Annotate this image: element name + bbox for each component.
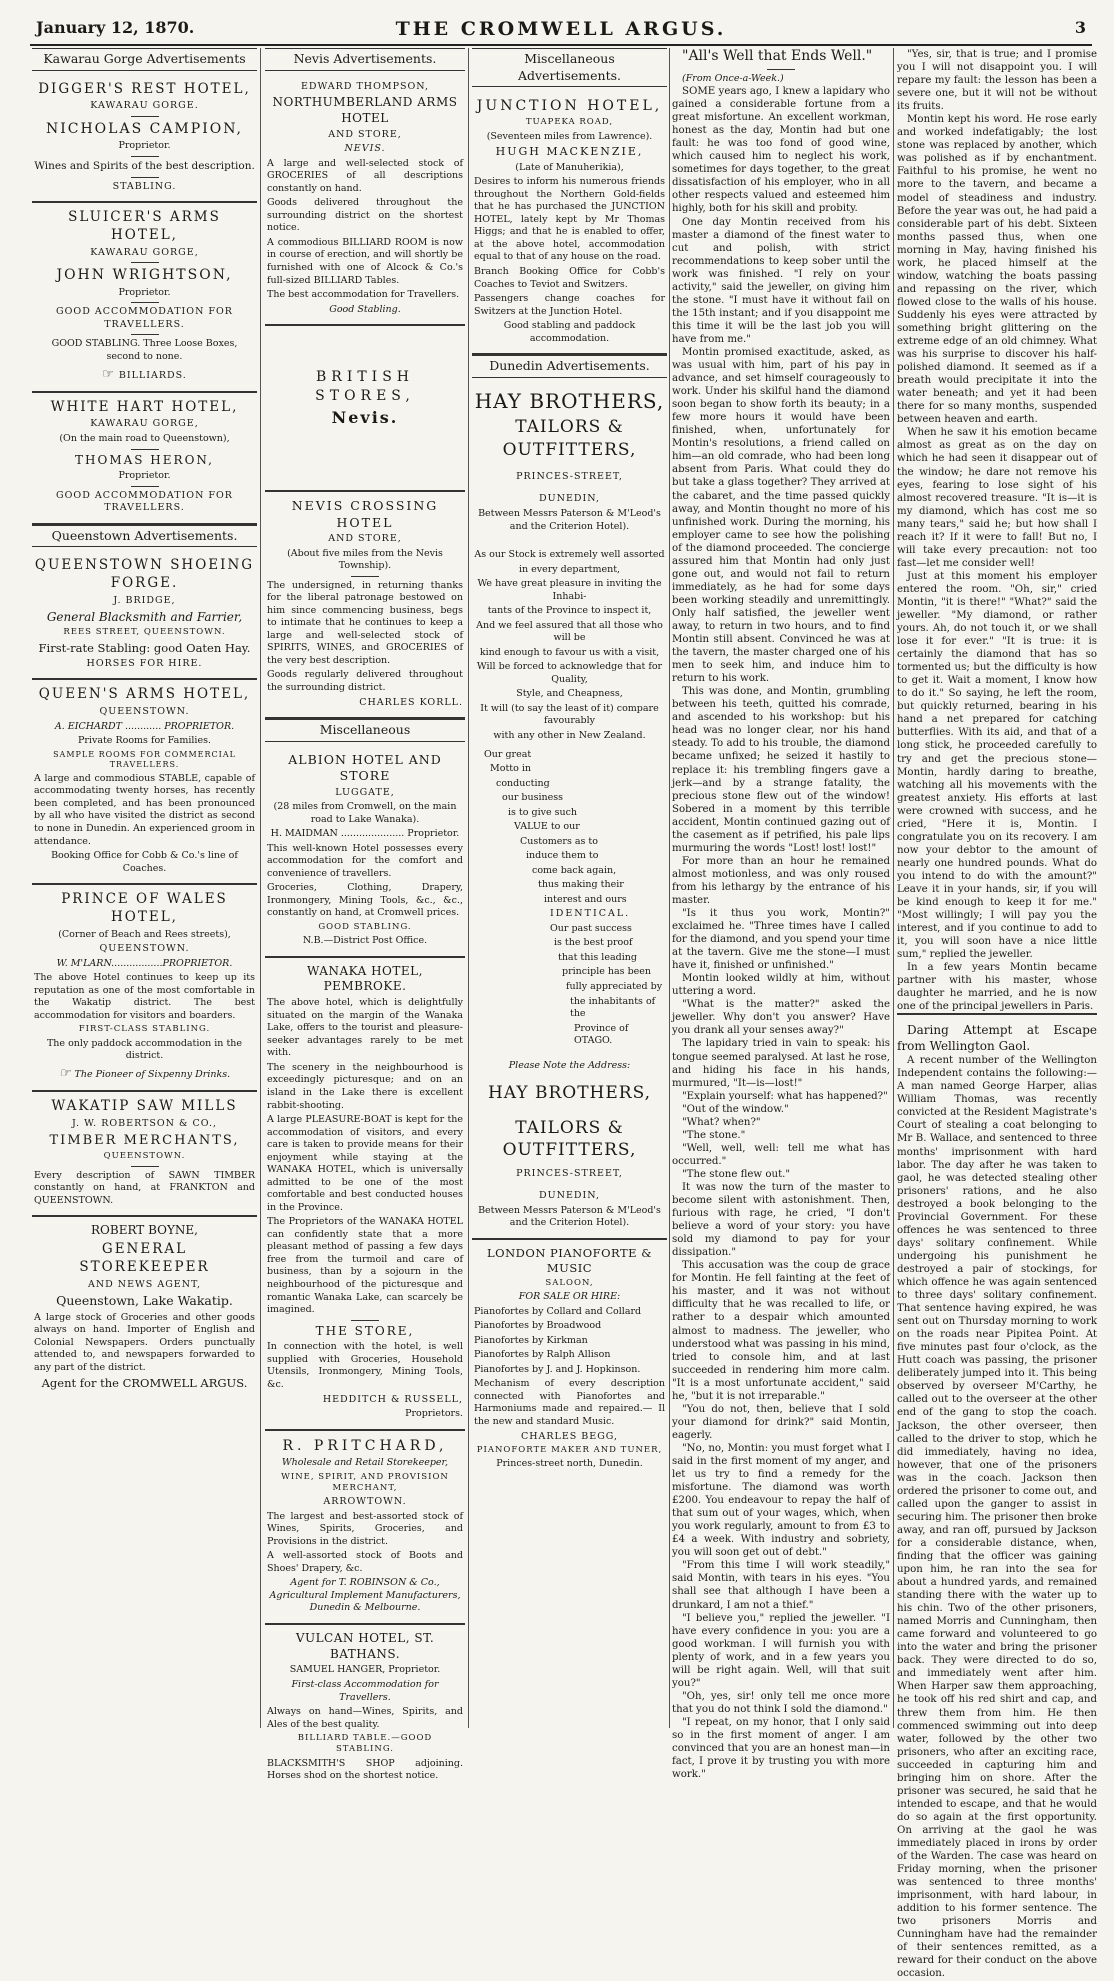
column-rule bbox=[893, 48, 894, 1728]
story-paragraph: "I repeat, on my honor, that I only said so in the first moment of anger. I am convinced that you are an honest man—in fact, I prove it by trusting you with more work." bbox=[672, 1716, 890, 1781]
motto-line: is the best proof bbox=[554, 937, 633, 949]
story-paragraph: In a few years Montin became partner with his master, whose daughter he married, and he is now one of the principal jewellers in Paris. bbox=[897, 962, 1097, 1013]
advert-owner: HUGH MACKENZIE, bbox=[495, 145, 644, 159]
advert-street: PRINCES-STREET, bbox=[516, 470, 623, 482]
advert-name: QUEEN'S ARMS HOTEL, bbox=[38, 686, 251, 703]
story-paragraph: "Out of the window." bbox=[682, 1103, 789, 1115]
story-paragraph: It was now the turn of the master to become silent with astonishment. Then, furious with rage, he cried, "I don't believe a word of your story: you have sold my diamond to pay for your dissipation." bbox=[672, 1182, 890, 1259]
story-paragraph: "The stone." bbox=[682, 1129, 746, 1141]
advert-note: (Seventeen miles from Lawrence). bbox=[486, 130, 653, 142]
advert-white-hart bbox=[32, 393, 257, 525]
advert-address: Princes-street north, Dunedin. bbox=[496, 1458, 643, 1470]
motto-line: principle has been bbox=[562, 966, 652, 978]
advert-sluicers-arms bbox=[32, 203, 257, 392]
pointing-hand-icon: ☞ bbox=[58, 1065, 71, 1081]
advert-text: Branch Booking Office for Cobb's Coaches to Teviot and Switzers. bbox=[474, 265, 665, 290]
advert-trade: TAILORS & OUTFITTERS, bbox=[502, 417, 637, 460]
hay-brothers-lines bbox=[474, 549, 665, 742]
advert-name: NEVIS CROSSING HOTEL bbox=[291, 498, 439, 530]
advert-place: Queenstown, Lake Wakatip. bbox=[56, 1293, 233, 1309]
story-paragraph: "No, no, Montin: you must forget what I said in the first moment of my anger, and let us try to find a remedy for the misfortune. The diamond was worth £200. You endeavour to repay the half of that sum out of your wages, which, when you work regularly, amount to from £3 to £4 a week. With industry and sobriety, you will soon get out of debt." bbox=[672, 1442, 890, 1559]
advert-owner: CHARLES BEGG, bbox=[520, 1430, 619, 1442]
story-paragraph: "Yes, sir, that is true; and I promise you I will not disappoint you. I will repare my fault: the lesson has been a severe one, but it will not be without its fruits. bbox=[897, 49, 1097, 113]
advert-owner: J. W. ROBERTSON & CO., bbox=[71, 1117, 218, 1129]
advert-place: LUGGATE, bbox=[335, 786, 395, 798]
motto-line: Our great bbox=[484, 748, 532, 760]
advert-name: HAY BROTHERS, bbox=[474, 388, 665, 413]
advert-role: Proprietors. bbox=[405, 1408, 463, 1420]
advert-between: Between Messrs Paterson & M'Leod's and the Criterion Hotel). bbox=[478, 1204, 661, 1229]
advert-place: TUAPEKA ROAD, bbox=[525, 117, 614, 128]
advert-text: Always on hand—Wines, Spirits, and Ales of the best quality. bbox=[267, 1706, 463, 1730]
advert-note: Please Note the Address: bbox=[508, 1059, 631, 1071]
masthead bbox=[30, 14, 1092, 46]
advert-stabling: FIRST-CLASS STABLING. bbox=[78, 1024, 211, 1035]
advert-name: DIGGER'S REST HOTEL, bbox=[38, 80, 251, 97]
advert-line: It will (to say the least of it) compare favourably bbox=[480, 702, 659, 727]
advert-street: PRINCES-STREET, bbox=[516, 1167, 623, 1179]
advert-line: First-rate Stabling: good Oaten Hay. bbox=[38, 640, 251, 655]
advert-line: The Pioneer of Sixpenny Drinks. bbox=[74, 1068, 231, 1080]
advert-footer: Good Stabling. bbox=[329, 303, 401, 315]
advert-trade: TIMBER MERCHANTS, bbox=[49, 1133, 240, 1149]
story-paragraph: "Is it thus you work, Montin?" exclaimed he. "Three times have I called for the diamond, and you spend your time at the tavern. Give me the stone—I must have it, finished or unfinished." bbox=[672, 908, 890, 972]
advert-place: KAWARAU GORGE. bbox=[90, 100, 199, 112]
motto-line: that this leading bbox=[558, 951, 637, 963]
advert-address: REES STREET, QUEENSTOWN. bbox=[63, 627, 226, 638]
advert-line: Style, and Cheapness, bbox=[516, 688, 623, 700]
story-paragraph: One day Montin received from his master a diamond of the finest water to cut and polish, with strict recommendations to keep sober until the work was finished. "I rely on your activity," said the jeweller, on giving him the stone. "I must have it without fail on the 15th instant; and if you disappoint me this time it will be the last job you will have from me." bbox=[672, 216, 890, 345]
advert-text: A large and well-selected stock of GROCERIES of all descriptions constantly on hand. bbox=[267, 157, 463, 194]
advert-city: DUNEDIN, bbox=[539, 1190, 600, 1202]
story-paragraph: Montin looked wildly at him, without uttering a word. bbox=[672, 973, 890, 998]
advert-line: First-class Accommodation for Travellers. bbox=[291, 1679, 439, 1703]
advert-footer: Good stabling and paddock accommodation. bbox=[503, 320, 636, 344]
advert-name: WAKATIP SAW MILLS bbox=[51, 1097, 238, 1114]
advert-name: JUNCTION HOTEL, bbox=[476, 98, 663, 114]
advert-line: tants of the Province to inspect it, bbox=[487, 605, 652, 617]
advert-item: Pianofortes by Collard and Collard bbox=[474, 1305, 642, 1317]
motto-line: interest and ours bbox=[544, 893, 627, 905]
advert-line: in every department, bbox=[518, 563, 621, 575]
advert-name: WHITE HART HOTEL, bbox=[50, 398, 239, 415]
advert-name: GENERAL STOREKEEPER bbox=[79, 1241, 210, 1275]
advert-stabling: GOOD STABLING. Three Loose Boxes, second to none. bbox=[51, 338, 238, 362]
advert-line: As our Stock is extremely well assorted bbox=[474, 549, 665, 561]
advert-proprietor: H. MAIDMAN ..................... Proprietor. bbox=[270, 828, 460, 840]
advert-between: Between Messrs Paterson & M'Leod's and the Criterion Hotel). bbox=[478, 508, 661, 532]
advert-sub: SALOON, bbox=[545, 1277, 594, 1288]
story-paragraph: "The stone flew out." bbox=[682, 1168, 791, 1180]
page-number: 3 bbox=[1074, 18, 1086, 37]
advert-text: The undersigned, in returning thanks for the liberal patronage bestowed on him since commencing business, begs to intimate that he continues to keep a large and well-selected stock of SPIRITS, WINES, and GROCERIES of the very best description. bbox=[267, 579, 463, 666]
advert-proprietor: A. EICHARDT ............ PROPRIETOR. bbox=[54, 720, 235, 732]
story-paragraph: A recent number of the Wellington Independent contains the following:—A man named George Harper, alias William Thomas, was recently convicted at the Resident Magistrate's Court of stealing a coat belonging to Mr B. Wallace, and sentenced to three months' imprisonment with hard labor. The day after he was taken to gaol, he was detected stealing other prisoners' rations, and he also destroyed a book belonging to the Provincial Government. For these offences he was sentenced to three days' solitary confinement. While undergoing his punishment he destroyed a pair of stockings, for which offence he was again sentenced to three days' solitary confinement. That sentence having expired, he was sent out on Thursday morning to work on the roads near Pipitea Point. At five minutes past four o'clock, as the Hutt coach was passing, the prisoner deliberately jumped into it. This being observed by overseer M'Carthy, he called out to the overseer at the other end of the gang to stop the coach. Jackson, the other overseer, then called to the driver to stop, which he did immediately, having no idea, however, that one of the prisoners was in the coach. Jackson then ordered the prisoner to come out, and called upon the ganger to assist in securing him. The prisoner then broke away, and ran off, pursued by Jackson for a considerable distance, when, finding that the officer was gaining upon him, he ran into the sea for about a hundred yards, and remained standing there with the water up to his chin. Two of the other prisoners, named Morris and Cunningham, then came forward and volunteered to go into the water and bring the prisoner back. They were directed to do so, and immediately went after him. When Harper saw them approaching, he took off his red shirt and cap, and threw them from him. He then commenced swimming out into deep water, followed by the other two prisoners, who after an exciting race, succeeded in capturing him and bringing him on shore. After the prisoner was secured, he said that he intended to escape, and that he would do so again at the first opportunity. On arriving at the gaol he was immediately placed in irons by order of the Warden. The case was heard on Friday morning, when the prisoner was sentenced to three months' imprisonment, with hard labour, in addition to his former sentence. The two prisoners Morris and Cunningham have had the remainder of their sentences remitted, as a reward for their conduct on the above occasion. bbox=[897, 1055, 1097, 1980]
motto-line: Customers as to bbox=[520, 835, 598, 847]
advert-note: (About five miles from the Nevis Township). bbox=[287, 547, 443, 572]
advert-note: (On the main road to Queenstown), bbox=[59, 433, 230, 445]
advert-place: NEVIS. bbox=[344, 143, 386, 155]
story-paragraph: This was done, and Montin, grumbling between his teeth, quitted his comrade, and ascended to his workshop: but his head was no longer clear, nor his hand steady. To add to his trouble, the diamond became unfixed; he seized it hastily to replace it: his trembling fingers gave a jerk—and by a strange fatality, the precious stone flew out of the window! Sobered in a moment by this terrible accident, Montin continued gazing out of the casement as if petrified, his pale lips murmuring the words "Lost! lost! lost!" bbox=[672, 686, 890, 854]
advert-diggers-rest bbox=[32, 75, 257, 204]
hay-brothers-motto bbox=[474, 749, 665, 1048]
advert-text: A large stock of Groceries and other goods always on hand. Importer of English and Colonial Newspapers. Orders punctually attended to, and newspapers forwarded to any part of the district. bbox=[34, 1311, 255, 1373]
advert-trade: PIANOFORTE MAKER AND TUNER, bbox=[476, 1445, 663, 1456]
advert-proprietor: W. M'LARN.................PROPRIETOR. bbox=[56, 957, 233, 969]
advert-prince-of-wales bbox=[32, 885, 257, 1092]
advert-trade: TAILORS & OUTFITTERS, bbox=[502, 1117, 637, 1161]
advert-place: QUEENSTOWN. bbox=[103, 1151, 186, 1162]
advert-place: QUEENSTOWN. bbox=[99, 706, 190, 718]
section-heading: Miscellaneous Advertisements. bbox=[472, 48, 667, 87]
story-paragraph: Montin promised exactitude, asked, as was usual with him, part of his pay in advance, and set himself courageously to work. Under his skilful hand the diamond soon began to show forth its beauty; in a few more hours it would have been finished, when, unfortunately for Montin's resolutions, a friend called on him—an old comrade, who had been long absent from Paris. What could they do but take a glass together? They arrived at the cabaret, and the time passed quickly away, and Montin thought no more of his unfinished work. During the morning, his employer came to see how the polishing of the diamond proceeded. The concierge assured him that Montin had only just gone out, and would not fail to return immediately, as he had for some days been working steadily and unremittingly. Only half satisfied, the jeweller went away, to return in two hours, and to find Montin still absent. Convinced he was at the tavern, the master charged one of his men to seek him, and induce him to return to his work. bbox=[672, 347, 890, 685]
story-column-1 bbox=[672, 48, 890, 1781]
advert-line: The only paddock accommodation in the district. bbox=[46, 1037, 243, 1062]
advert-queens-arms bbox=[32, 680, 257, 885]
advert-wanaka-hotel bbox=[265, 958, 465, 1431]
story-paragraph: Just at this moment his employer entered the room. "Oh, sir," cried Montin, "it is there!" "What?" said the jeweller. "My diamond, or rather yours. Ah, do not touch it, or we shall lose it for ever." "It is true: it is certainly the diamond that has so tormented us; but the difficulty is how to get it. Wait a moment, I know how to do it." So saying, he left the room, but quickly returned, bearing in his hand a net prepared for catching butterflies. With its aid, and that of a long stick, he proceeded carefully to try and get the precious stone—Montin, hardly daring to breathe, watching all his movements with the greatest anxiety. His efforts at last were crowned with success, and he cried, "Here it is, Montin. I congratulate you on its recovery. I am now your debtor to the amount of nearly one hundred pounds. What do you intend to do with the amount?" Leave it in your hands, sir, if you will be kind enough to keep it for me." "Most willingly; I will pay you the interest, and if you continue to add to it, you will soon have a nice little sum," replied the jeweller. bbox=[897, 570, 1097, 961]
story-source: (From Once-a-Week.) bbox=[682, 72, 784, 84]
advert-sub: AND NEWS AGENT, bbox=[87, 1278, 201, 1290]
advert-store: THE STORE, bbox=[315, 1323, 415, 1338]
advert-text: The best accommodation for Travellers. bbox=[267, 289, 460, 301]
advert-sub: AND STORE, bbox=[328, 128, 402, 140]
advert-line: Will be forced to acknowledge that for Quality, bbox=[476, 661, 663, 685]
advert-name: SLUICER'S ARMS HOTEL, bbox=[68, 209, 221, 244]
story-title: Daring Attempt at Escape from Wellington Gaol. bbox=[897, 1013, 1097, 1054]
advert-line: And we feel assured that all those who will be bbox=[476, 619, 663, 644]
story-column-2 bbox=[897, 48, 1097, 1980]
column-kawarau-queenstown bbox=[32, 48, 257, 1728]
motto-line: Province of OTAGO. bbox=[574, 1022, 629, 1047]
section-heading: Miscellaneous bbox=[265, 719, 465, 742]
advert-british-stores bbox=[265, 326, 465, 492]
advert-name: ALBION HOTEL AND STORE bbox=[288, 751, 442, 784]
advert-city: DUNEDIN, bbox=[539, 493, 600, 505]
column-rule bbox=[260, 48, 261, 1728]
section-heading: Nevis Advertisements. bbox=[265, 48, 465, 71]
advert-footer: Agent for the CROMWELL ARGUS. bbox=[41, 1376, 248, 1391]
advert-place: QUEENSTOWN. bbox=[99, 943, 190, 955]
story-title: "All's Well that Ends Well." bbox=[682, 48, 873, 64]
advert-line: BILLIARD TABLE.—GOOD STABLING. bbox=[297, 1733, 433, 1755]
advert-line: HORSES FOR HIRE. bbox=[86, 657, 203, 669]
story-paragraph: "Explain yourself: what has happened?" bbox=[682, 1090, 888, 1102]
advert-text: The scenery in the neighbourhood is exceedingly picturesque; and on an island in the Lake there is excellent rabbit-shooting. bbox=[267, 1061, 463, 1111]
advert-name: NORTHUMBERLAND ARMS HOTEL bbox=[272, 95, 458, 125]
advert-footer: N.B.—District Post Office. bbox=[302, 935, 428, 947]
advert-proprietor: NICHOLAS CAMPION, bbox=[45, 120, 244, 137]
advert-footer: STABLING. bbox=[112, 180, 177, 192]
advert-text: Groceries, Clothing, Drapery, Ironmongery, Mining Tools, &c., &c., constantly on hand, at Cromwell prices. bbox=[267, 882, 463, 919]
advert-name: LONDON PIANOFORTE & MUSIC bbox=[487, 1245, 652, 1275]
advert-robert-boyne bbox=[32, 1217, 257, 1399]
story-paragraph: "Oh, yes, sir! only tell me once more that you do not think I sold the diamond." bbox=[672, 1690, 890, 1715]
story-paragraph: SOME years ago, I knew a lapidary who gained a considerable fortune from a great misfortune. An excellent workman, honest as the day, Montin had but one fault: he was too fond of good wine, which caused him to neglect his work, sometimes for days together, to the great dissatisfaction of his employer, who in all other respects valued and esteemed him highly, both for his skill and probity. bbox=[672, 86, 890, 215]
advert-albion-hotel bbox=[265, 746, 465, 958]
advert-text: A large and commodious STABLE, capable of accommodating twenty horses, has recently been completed, and has been pronounced by all who have visited the district as second to none in Dunedin. An experienced groom in attendance. bbox=[34, 772, 255, 847]
advert-name: VULCAN HOTEL, ST. BATHANS. bbox=[295, 1630, 435, 1661]
advert-proprietor: SAMUEL HANGER, Proprietor. bbox=[289, 1664, 441, 1676]
motto-line: thus making their bbox=[538, 879, 624, 891]
advert-line: SAMPLE ROOMS FOR COMMERCIAL TRAVELLERS. bbox=[53, 749, 236, 770]
section-heading: Kawarau Gorge Advertisements bbox=[32, 48, 257, 71]
advert-note: (Late of Manuherikia), bbox=[515, 161, 624, 173]
advert-name: BRITISH STORES, bbox=[315, 369, 415, 404]
advert-text: Passengers change coaches for Switzers at the Junction Hotel. bbox=[474, 293, 665, 317]
motto-line: induce them to bbox=[526, 850, 599, 862]
advert-item: Pianofortes by Ralph Allison bbox=[474, 1349, 611, 1361]
paper-title: THE CROMWELL ARGUS. bbox=[395, 18, 727, 40]
motto-line: come back again, bbox=[532, 864, 617, 876]
story-paragraph: For more than an hour he remained almost motionless, and was only roused from his lethargy by the entrance of his master. bbox=[672, 855, 890, 906]
column-rule bbox=[669, 48, 670, 1728]
story-paragraph: "What is the matter?" asked the jeweller. Why don't you answer? Have you drank all your senses away?" bbox=[672, 999, 890, 1037]
column-nevis-misc bbox=[265, 48, 465, 1782]
motto-line: VALUE to our bbox=[514, 821, 580, 833]
pointing-hand-icon: ☞ bbox=[102, 366, 115, 382]
story-paragraph: "I believe you," replied the jeweller. "I have every confidence in you: you are a good workman. I will furnish you with plenty of work, and in a few years you will be right again. Well, will that suit you?" bbox=[672, 1612, 890, 1689]
advert-text: The above hotel, which is delightfully situated on the margin of the Wanaka Lake, offers to the tourist and pleasure-seeker advantages rarely to be met with. bbox=[267, 997, 463, 1059]
advert-line: with any other in New Zealand. bbox=[493, 729, 646, 741]
advert-owner: HEDDITCH & RUSSELL, bbox=[322, 1393, 463, 1405]
advert-role: Proprietor. bbox=[118, 140, 171, 152]
motto-line: the inhabitants of the bbox=[570, 995, 656, 1020]
advert-billiards: BILLIARDS. bbox=[118, 369, 187, 381]
advert-name: QUEENSTOWN SHOEING FORGE. bbox=[34, 557, 255, 592]
advert-owner: J. BRIDGE, bbox=[113, 595, 176, 607]
advert-role: Proprietor. bbox=[118, 470, 171, 482]
motto-line: Motto in bbox=[490, 763, 531, 775]
advert-text: The largest and best-assorted stock of Wines, Spirits, Groceries, and Provisions in the district. bbox=[267, 1510, 463, 1547]
advert-proprietor: THOMAS HERON, bbox=[75, 452, 214, 467]
advert-text: A well-assorted stock of Boots and Shoes' Drapery, &c. bbox=[267, 1550, 463, 1574]
advert-text: The above Hotel continues to keep up its reputation as one of the most comfortable in the Wakatip district. The best accommodation for visitors and boarders. bbox=[34, 972, 255, 1021]
advert-name: WANAKA HOTEL, PEMBROKE. bbox=[307, 963, 423, 994]
advert-text: GOOD ACCOMMODATION FOR TRAVELLERS. bbox=[56, 306, 233, 330]
advert-proprietor: JOHN WRIGHTSON, bbox=[56, 267, 233, 284]
story-paragraph: "From this time I will work steadily," said Montin, with tears in his eyes. "You shall see that although I have been a drunkard, I am not a thief." bbox=[672, 1560, 890, 1611]
advert-sub: AND STORE, bbox=[328, 533, 402, 545]
advert-sale: FOR SALE OR HIRE: bbox=[518, 1291, 621, 1303]
advert-name: HAY BROTHERS, bbox=[487, 1083, 652, 1104]
advert-hay-brothers bbox=[472, 382, 667, 1240]
advert-text: A large PLEASURE-BOAT is kept for the accommodation of visitors, and every care is taken to provide means for their enjoyment while staying at the WANAKA HOTEL, which is universally admitted to be one of the most comfortable and best conducted houses in the Province. bbox=[267, 1114, 463, 1213]
advert-shoeing-forge bbox=[32, 551, 257, 680]
advert-pritchard bbox=[265, 1431, 465, 1625]
advert-line: BLACKSMITH'S SHOP adjoining. Horses shod on the shortest notice. bbox=[267, 1757, 463, 1782]
advert-item: Pianofortes by J. and J. Hopkinson. bbox=[474, 1363, 641, 1375]
advert-text: Agent for T. ROBINSON & Co., Agricultural Implement Manufacturers, Dunedin & Melbourne. bbox=[269, 1577, 461, 1614]
advert-item: Pianofortes by Broadwood bbox=[474, 1320, 602, 1332]
advert-text: Goods regularly delivered throughout the surrounding district. bbox=[267, 669, 463, 694]
motto-line: is to give such bbox=[508, 806, 578, 818]
advert-text: This well-known Hotel possesses every accommodation for the comfort and convenience of travellers. bbox=[267, 842, 463, 879]
story-paragraph: The lapidary tried in vain to speak: his tongue seemed paralysed. At last he rose, and hiding his face in his hands, murmured, "It—is—lost!" bbox=[672, 1038, 890, 1089]
advert-stabling: GOOD STABLING. bbox=[318, 921, 412, 932]
advert-line: We have great pleasure in inviting the Inhabi- bbox=[477, 578, 662, 602]
advert-footer: GOOD ACCOMMODATION FOR TRAVELLERS. bbox=[56, 489, 233, 514]
section-heading: Dunedin Advertisements. bbox=[472, 355, 667, 378]
advert-text: Mechanism of every description connected with Pianofortes and Harmoniums made and repaired.— Il the new and standard Music. bbox=[474, 1378, 665, 1427]
advert-sub: WINE, SPIRIT, AND PROVISION MERCHANT, bbox=[281, 1471, 449, 1493]
advert-text: Every description of SAWN TIMBER constantly on hand, at FRANKTON and QUEENSTOWN. bbox=[34, 1169, 255, 1206]
advert-line: Private Rooms for Families. bbox=[77, 735, 211, 747]
story-paragraph: "Well, well, well: tell me what has occurred." bbox=[672, 1142, 890, 1167]
advert-owner: ROBERT BOYNE, bbox=[91, 1223, 198, 1238]
advert-junction-hotel bbox=[472, 91, 667, 355]
advert-text: Goods delivered throughout the surrounding district on the shortest notice. bbox=[267, 197, 463, 234]
advert-owner: CHARLES KORLL. bbox=[359, 696, 463, 708]
advert-line: kind enough to favour us with a visit, bbox=[479, 646, 660, 658]
advert-place: KAWARAU GORGE, bbox=[90, 246, 199, 258]
advert-london-pianoforte bbox=[472, 1240, 667, 1479]
motto-line: IDENTICAL. bbox=[550, 908, 631, 920]
advert-trade: General Blacksmith and Farrier, bbox=[46, 609, 243, 624]
advert-owner: EDWARD THOMPSON, bbox=[300, 80, 430, 92]
advert-note: (Corner of Beach and Rees streets), bbox=[58, 928, 231, 940]
advert-wakatip-saw-mills bbox=[32, 1092, 257, 1217]
advert-name: PRINCE OF WALES HOTEL, bbox=[61, 891, 228, 925]
advert-text: In connection with the hotel, is well supplied with Groceries, Household Utensils, Ironmongery, Mining Tools, &c. bbox=[267, 1341, 463, 1390]
advert-vulcan-hotel bbox=[265, 1625, 465, 1791]
advert-text: Desires to inform his numerous friends throughout the Northern Gold-fields that he has purchased the JUNCTION HOTEL, lately kept by Mr Thomas Higgs; and that he is enabled to offer, at the above hotel, accommodation equal to that of any house on the road. bbox=[474, 176, 665, 263]
motto-line: conducting bbox=[496, 777, 550, 789]
story-paragraph: Montin kept his word. He rose early and worked indefatigably; the lost stone was replaced by another, which was polished as if by enchantment. Faithful to his promise, he went no more to the tavern, and became a model of steadiness and industry. Before the year was out, he had paid a considerable part of his debt. Sixteen months passed thus, when one morning in May, having finished his work, he placed himself at the window, watching the boats passing and repassing on the river, which flowed close to the walls of his house. Suddenly his eyes were attracted by something bright glittering on the extreme edge of an old chimney. What was his surprise to discover his half-polished diamond. It seemed as if a breath would precipitate it into the water beneath; and yet it had been there for so many months, suspended between heaven and earth. bbox=[897, 114, 1097, 426]
story-paragraph: This accusation was the coup de grace for Montin. He fell fainting at the feet of his master, and it was not without difficulty that he was recalled to life, or rather to a despair which amounted almost to madness. The jeweller, who understood what was passing in his mind, tried to console him, and at last succeeded in rendering him more calm. "It is a most unfortunate accident," said he, "but it is not irreparable." bbox=[672, 1260, 890, 1402]
advert-text: A commodious BILLIARD ROOM is now in course of erection, and will shortly be furnished with one of Alcock & Co.'s full-sized BILLIARD Tables. bbox=[267, 236, 463, 286]
advert-northumberland-arms bbox=[265, 75, 465, 327]
advert-trade: Wholesale and Retail Storekeeper, bbox=[281, 1457, 449, 1469]
advert-nevis-crossing bbox=[265, 492, 465, 719]
motto-line: Our past success bbox=[550, 922, 632, 934]
story-paragraph: When he saw it his emotion became almost as great as on the day on which he had seen it disappear out of the window; he dare not remove his eyes, fearing to lose sight of his almost recovered treasure. "It is—it is my diamond, which has cost me so many tears," said he; but how shall I reach it? If it were to fall! But no, I will take every precaution: not too fast—let me consider well! bbox=[897, 427, 1097, 569]
issue-date: January 12, 1870. bbox=[36, 18, 195, 37]
motto-line: our business bbox=[502, 792, 564, 804]
column-rule bbox=[468, 48, 469, 1728]
advert-footer: Booking Office for Cobb & Co.'s line of Coaches. bbox=[51, 850, 238, 874]
section-heading: Queenstown Advertisements. bbox=[32, 525, 257, 548]
column-misc-dunedin bbox=[472, 48, 667, 1728]
motto-line: fully appreciated by bbox=[566, 981, 663, 992]
advert-place: KAWARAU GORGE, bbox=[90, 418, 199, 430]
advert-text: The Proprietors of the WANAKA HOTEL can confidently state that a more pleasant method of passing a few days free from the turmoil and care of business, than by a sojourn in the neighbourhood of the picturesque and romantic Wanaka Lake, can scarcely be imagined. bbox=[267, 1216, 463, 1316]
advert-place: Nevis. bbox=[331, 408, 399, 428]
advert-note: (28 miles from Cromwell, on the main road to Lake Wanaka). bbox=[273, 801, 457, 825]
advert-place: ARROWTOWN. bbox=[323, 1496, 407, 1508]
advert-name: R. PRITCHARD, bbox=[282, 1437, 448, 1454]
story-paragraph: "You do not, then, believe that I sold your diamond for drink?" said Montin, eagerly. bbox=[672, 1403, 890, 1441]
story-paragraph: "What? when?" bbox=[682, 1116, 761, 1128]
advert-role: Proprietor. bbox=[118, 286, 171, 298]
advert-item: Pianofortes by Kirkman bbox=[474, 1334, 588, 1346]
advert-text: Wines and Spirits of the best description. bbox=[34, 159, 255, 172]
